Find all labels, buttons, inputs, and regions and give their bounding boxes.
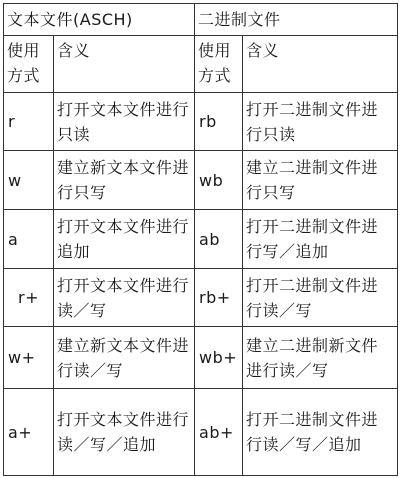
binary-meaning-cell: 打开二进制文件进行写／追加: [243, 210, 398, 269]
text-mode-cell: a: [4, 210, 54, 269]
subheader-row: [4, 36, 398, 93]
text-meaning-cell: 打开文本文件进行读／写／追加: [54, 389, 195, 476]
text-mode-cell: r: [4, 93, 54, 151]
table-row: [4, 269, 398, 327]
binary-mode-cell: ab+: [195, 389, 243, 476]
text-meaning-cell: 建立新文本文件进行读／写: [54, 327, 195, 389]
text-meaning-cell: 打开文本文件进行读／写: [54, 269, 195, 327]
binary-meaning-header: 含义: [243, 36, 398, 93]
text-mode-cell: w: [4, 151, 54, 210]
text-mode-cell: a+: [4, 389, 54, 476]
binary-mode-cell: rb: [195, 93, 243, 151]
file-mode-table: [3, 3, 398, 476]
table-row: [4, 151, 398, 210]
binary-mode-cell: rb+: [195, 269, 243, 327]
table-row: [4, 93, 398, 151]
binary-meaning-cell: 建立二进制文件进行只写: [243, 151, 398, 210]
text-mode-cell: w+: [4, 327, 54, 389]
text-mode-cell: r+: [4, 269, 54, 327]
table-row: [4, 389, 398, 476]
binary-meaning-cell: 打开二进制文件进行读／写: [243, 269, 398, 327]
binary-usage-mode-header: 使用方式: [195, 36, 243, 93]
text-usage-mode-header: 使用方式: [4, 36, 54, 93]
text-meaning-cell: 建立新文本文件进行只写: [54, 151, 195, 210]
header-row: [4, 4, 398, 36]
binary-mode-cell: wb+: [195, 327, 243, 389]
text-meaning-cell: 打开文本文件进行只读: [54, 93, 195, 151]
text-meaning-cell: 打开文本文件进行追加: [54, 210, 195, 269]
binary-file-header: 二进制文件: [195, 4, 398, 36]
binary-mode-cell: ab: [195, 210, 243, 269]
binary-meaning-cell: 打开二进制文件进行只读: [243, 93, 398, 151]
table-row: [4, 327, 398, 389]
binary-meaning-cell: 打开二进制文件进行读／写／追加: [243, 389, 398, 476]
table-row: [4, 210, 398, 269]
binary-meaning-cell: 建立二进制新文件进行读／写: [243, 327, 398, 389]
text-meaning-header: 含义: [54, 36, 195, 93]
binary-mode-cell: wb: [195, 151, 243, 210]
text-file-header: 文本文件(ASCH): [4, 4, 195, 36]
